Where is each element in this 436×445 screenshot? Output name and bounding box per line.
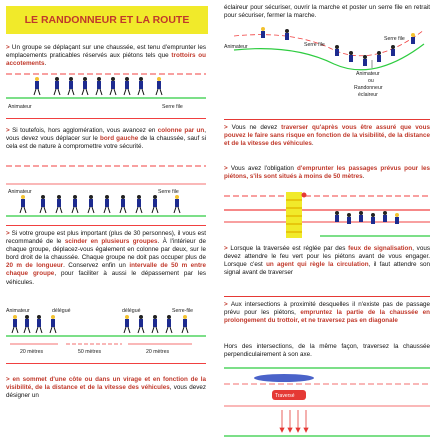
separator	[224, 296, 430, 297]
label-animateur-4: Animateur	[224, 44, 248, 50]
figure-single-file	[6, 68, 206, 110]
label-serre-file: Serre file	[162, 104, 183, 110]
figure-traverse	[224, 364, 430, 444]
figure-column	[6, 162, 206, 220]
paragraph-traverser: > Vous ne devez traverser qu'après vous être assuré que vous pouvez le faire sans risque en fonction de la visibilité, de la distance et de la vitesse des véhicules.	[224, 124, 430, 148]
label-animateur: Animateur	[8, 104, 32, 110]
paragraph-intersections: > Aux intersections à proximité desquelles il n'existe pas de passage prévu pour les piétons, empruntez la partie de la chaussée en prolongement du trottoir, et ne traversez pas en diagonale	[224, 301, 430, 325]
figure-virage	[224, 24, 430, 100]
label-50m: 50 mètres	[78, 349, 102, 355]
separator	[6, 363, 206, 364]
label-delegue-1: délégué	[52, 308, 71, 314]
label-serre-file-4: Serre file	[304, 42, 325, 48]
label-animateur-5: Animateur	[356, 71, 380, 77]
label-eclaireur: éclaireur	[358, 92, 378, 98]
label-ou: ou	[368, 78, 374, 84]
label-serre-file-5: Serre file	[384, 36, 405, 42]
paragraph-sommet: > en sommet d'une côte ou dans un virage et en fonction de la visibilité, de la distance et de la vitesse des véhicules, vous devez désigner un	[6, 376, 207, 400]
separator	[6, 118, 206, 119]
paragraph-groupes: > Si votre groupe est plus important (plus de 30 personnes), il vous est recommandé de le scinder en plusieurs groupes. À l'intérieur de chaque groupe, déplacez-vous également en colonne par deux, sur le bord droit de la chaussée. Chaque groupe ne doit pas occuper plus de 20 m de longueur. Conservez enfin un intervalle de 50 m entre chaque groupe, pour faciliter à aussi le dépassement par les véhicules.	[6, 230, 206, 286]
car-label: Traversé	[275, 393, 295, 399]
label-animateur-3: Animateur	[6, 308, 30, 314]
paragraph-colonne: > Si toutefois, hors agglomération, vous avancez en colonne par un, vous devez vous déplacer sur le bord gauche de la chaussée, sauf si cela est de nature à compromettre votre sécurité.	[6, 127, 206, 151]
page-title: LE RANDONNEUR ET LA ROUTE	[6, 6, 208, 34]
label-20m-2: 20 mètres	[146, 349, 170, 355]
figure-groups	[6, 306, 206, 358]
paragraph-eclaireur: éclaireur pour sécuriser, ouvrir la marche et poster un serre file en retrait pour sécuriser, fermer la marche.	[224, 4, 430, 20]
paragraph-trottoirs: > Un groupe se déplaçant sur une chaussée, est tenu d'emprunter les emplacements praticables réservés aux piétons tels que trottoirs ou accotements.	[6, 44, 206, 68]
label-delegue-2: délégué	[122, 308, 141, 314]
label-randonneur: Randonneur	[354, 85, 383, 91]
separator	[224, 119, 430, 120]
paragraph-passages: > Vous avez l'obligation d'emprunter les passages prévus pour les piétons, s'ils sont situés à moins de 50 mètres.	[224, 165, 430, 181]
paragraph-feux: > Lorsque la traversée est réglée par des feux de signalisation, vous devez attendre le feu vert pour les piétons avant de vous engager. Lorsque c'est un agent qui règle la circulation, il faut attendre son signal avant de traverser	[224, 245, 430, 277]
paragraph-hors-intersections: Hors des intersections, de la même façon, traversez la chaussée perpendiculairement à son axe.	[224, 343, 430, 359]
label-serre-file-2: Serre file	[158, 189, 179, 195]
figure-passage	[224, 192, 430, 240]
label-animateur-2: Animateur	[8, 189, 32, 195]
separator	[6, 225, 206, 226]
label-serre-file-3: Serre-file	[172, 308, 194, 314]
label-20m-1: 20 mètres	[20, 349, 44, 355]
